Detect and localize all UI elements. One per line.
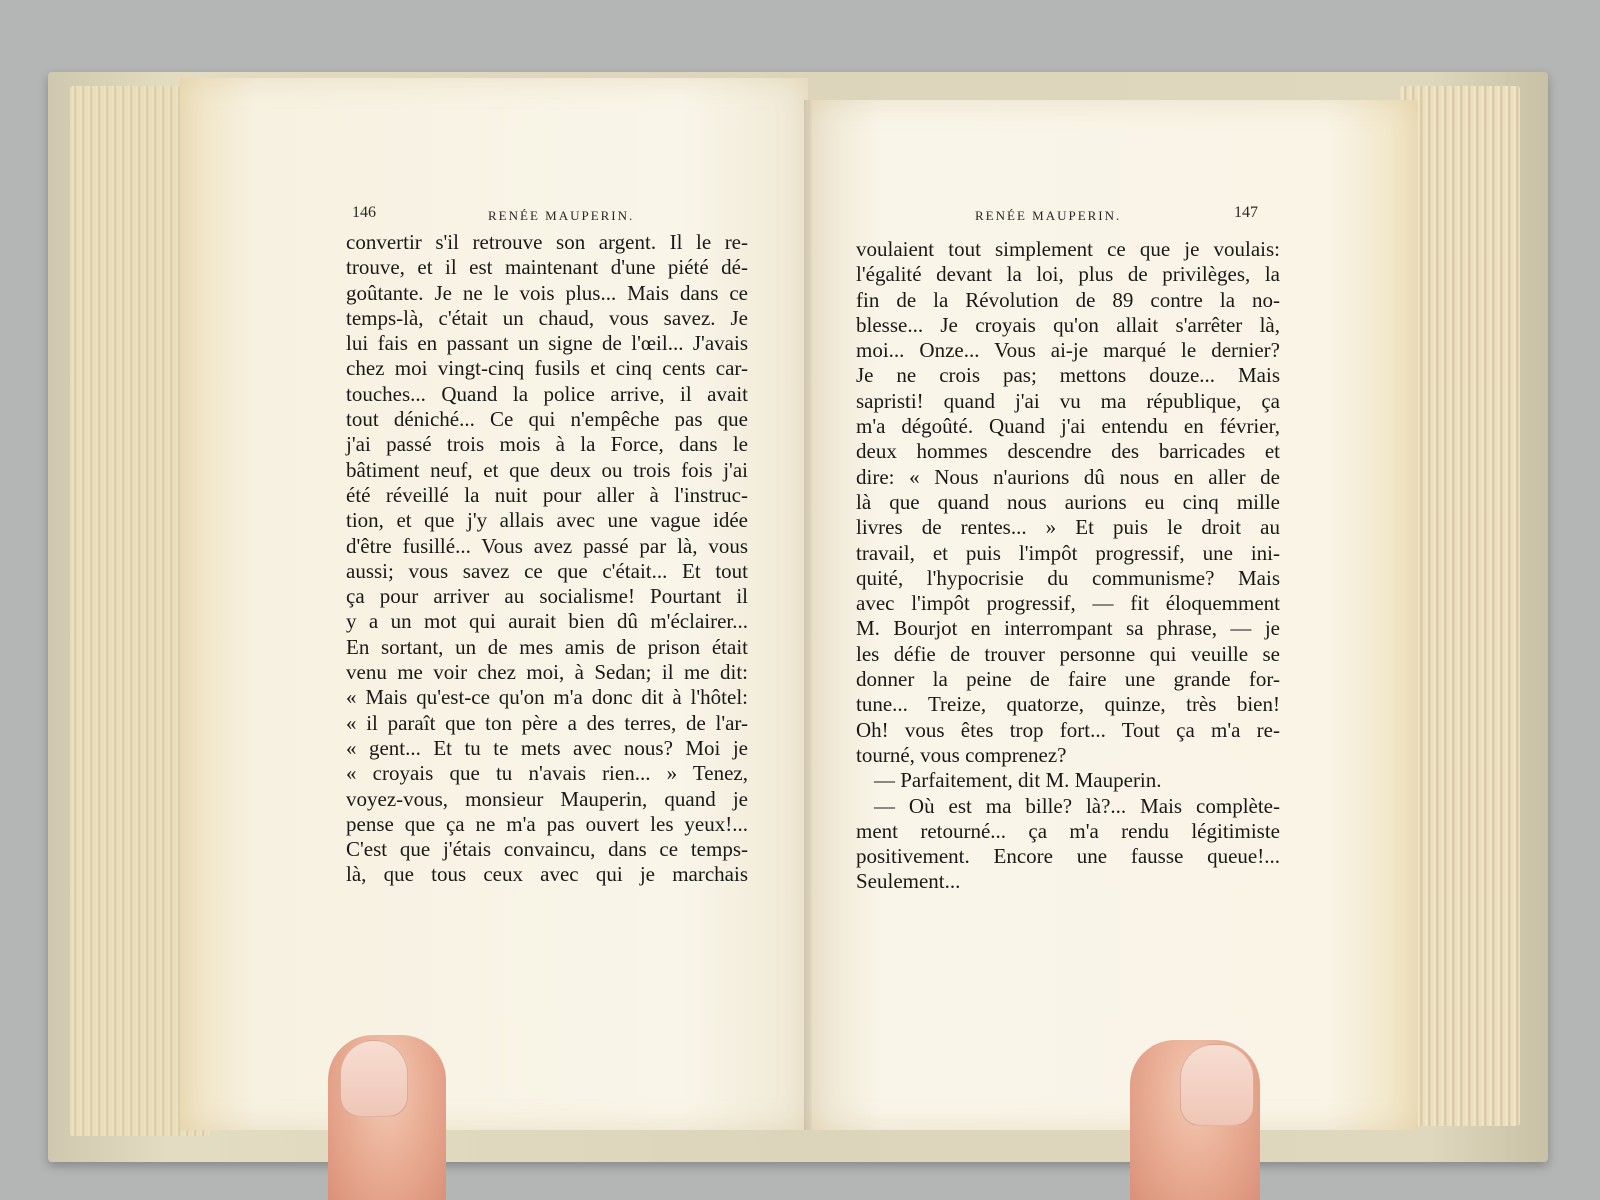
text-line: Oh! vous êtes trop fort... Tout ça m'a re- bbox=[856, 717, 1280, 742]
text-line: voyez-vous, monsieur Mauperin, quand je bbox=[346, 786, 748, 811]
text-line: tion, et que j'y allais avec une vague idée bbox=[346, 508, 748, 533]
text-line: positivement. Encore une fausse queue!... bbox=[856, 844, 1280, 869]
text-line: voulaient tout simplement ce que je voulais: bbox=[856, 237, 1280, 261]
text-line: temps-là, c'était un chaud, vous savez. Je bbox=[346, 305, 748, 330]
text-line: m'a dégoûté. Quand j'ai entendu en février, bbox=[856, 414, 1280, 439]
text-line: fin de la Révolution de 89 contre la no- bbox=[856, 287, 1280, 312]
text-line: travail, et puis l'impôt progressif, une ini- bbox=[856, 540, 1280, 565]
text-line: En sortant, un de mes amis de prison était bbox=[346, 634, 748, 659]
text-line: été réveillé la nuit pour aller à l'instruc- bbox=[346, 482, 748, 507]
text-line: livres de rentes... » Et puis le droit au bbox=[856, 515, 1280, 540]
text-line: M. Bourjot en interrompant sa phrase, — je bbox=[856, 616, 1280, 641]
text-line: tourné, vous comprenez? bbox=[856, 742, 1067, 767]
text-line: « il paraît que ton père a des terres, de l'ar- bbox=[346, 710, 748, 735]
text-line: « croyais que tu n'avais rien... » Tenez, bbox=[346, 761, 748, 786]
text-line: tout déniché... Ce qui n'empêche pas que bbox=[346, 407, 748, 432]
text-line: aussi; vous savez ce que c'était... Et tout bbox=[346, 558, 748, 583]
text-line: l'égalité devant la loi, plus de privilèges, la bbox=[856, 262, 1280, 287]
text-line: touches... Quand la police arrive, il avait bbox=[346, 381, 748, 406]
text-line: ça pour arriver au socialisme! Pourtant il bbox=[346, 584, 748, 609]
right-page-number: 147 bbox=[1234, 204, 1258, 221]
text-line: venu me voir chez moi, à Sedan; il me dit: bbox=[346, 660, 748, 685]
right-page-text bbox=[856, 237, 1280, 895]
text-line: goûtante. Je ne le vois plus... Mais dans ce bbox=[346, 280, 748, 305]
text-line: quité, l'hypocrisie du communisme? Mais bbox=[856, 565, 1280, 590]
text-line: moi... Onze... Vous ai-je marqué le dernier? bbox=[856, 338, 1280, 363]
text-line: Je ne crois pas; mettons douze... Mais bbox=[856, 363, 1280, 388]
left-page-number: 146 bbox=[352, 204, 376, 221]
text-line: là que quand nous aurions eu cinq mille bbox=[856, 489, 1280, 514]
text-line: ment retourné... ça m'a rendu légitimiste bbox=[856, 818, 1280, 843]
text-line: lui fais en passant un signe de l'œil... J'avais bbox=[346, 331, 748, 356]
text-line: deux hommes descendre des barricades et bbox=[856, 439, 1280, 464]
text-line: sapristi! quand j'ai vu ma république, ça bbox=[856, 388, 1280, 413]
book-gutter bbox=[804, 100, 812, 1130]
text-line: j'ai passé trois mois à la Force, dans le bbox=[346, 432, 748, 457]
text-line: « Mais qu'est-ce qu'on m'a donc dit à l'hôtel: bbox=[346, 685, 748, 710]
text-line: Seulement... bbox=[856, 869, 961, 894]
text-line: tune... Treize, quatorze, quinze, très bien! bbox=[856, 692, 1280, 717]
text-line: dire: « Nous n'aurions dû nous en aller de bbox=[856, 464, 1280, 489]
text-line: donner la peine de faire une grande for- bbox=[856, 667, 1280, 692]
text-line: avec l'impôt progressif, — fit éloquemment bbox=[856, 591, 1280, 616]
right-thumbnail-nail bbox=[1180, 1044, 1254, 1126]
text-line: bâtiment neuf, et que deux ou trois fois j'ai bbox=[346, 457, 748, 482]
left-page-text bbox=[346, 230, 748, 888]
left-running-head: RENÉE MAUPERIN. bbox=[488, 208, 635, 223]
text-line: blesse... Je croyais qu'on allait s'arrêter là, bbox=[856, 312, 1280, 337]
left-thumbnail-nail bbox=[340, 1040, 408, 1117]
text-line: — Où est ma bille? là?... Mais complète- bbox=[874, 793, 1280, 818]
text-line: là, que tous ceux avec qui je marchais bbox=[346, 862, 748, 887]
text-line: pense que ça ne m'a pas ouvert les yeux!... bbox=[346, 811, 748, 836]
text-line: convertir s'il retrouve son argent. Il le re- bbox=[346, 230, 748, 254]
text-line: y a un mot qui aurait bien dû m'éclairer... bbox=[346, 609, 748, 634]
text-line: — Parfaitement, dit M. Mauperin. bbox=[874, 768, 1162, 793]
text-line: trouve, et il est maintenant d'une piété dé- bbox=[346, 255, 748, 280]
page-edges-right bbox=[1400, 86, 1520, 1126]
text-line: les défie de trouver personne qui veuille se bbox=[856, 641, 1280, 666]
right-running-head: RENÉE MAUPERIN. bbox=[975, 208, 1122, 223]
text-line: C'est que j'étais convaincu, dans ce temps- bbox=[346, 837, 748, 862]
text-line: chez moi vingt-cinq fusils et cinq cents car- bbox=[346, 356, 748, 381]
text-line: « gent... Et tu te mets avec nous? Moi je bbox=[346, 735, 748, 760]
text-line: d'être fusillé... Vous avez passé par là, vous bbox=[346, 533, 748, 558]
